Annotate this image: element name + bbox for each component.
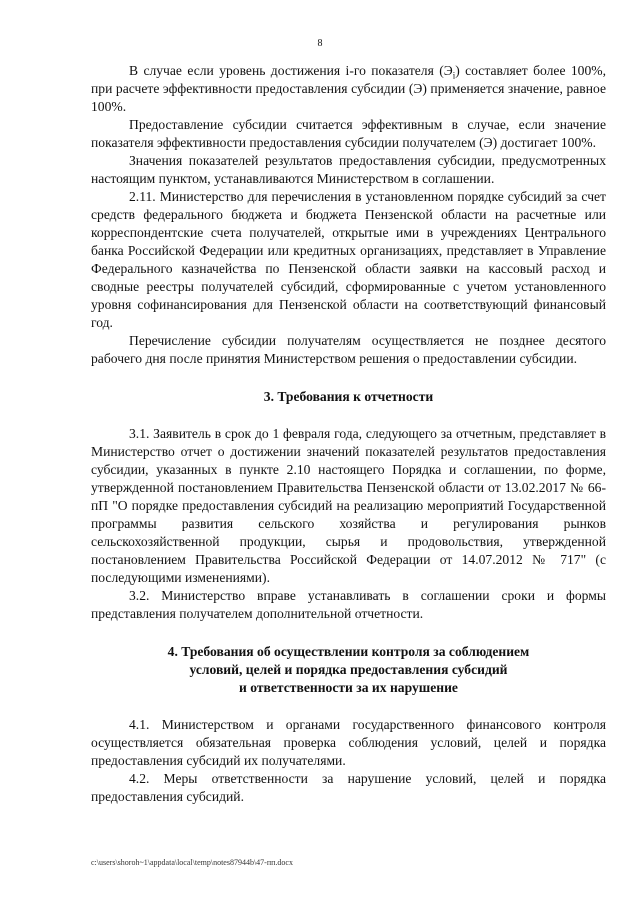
section-4-heading: 4. Требования об осуществлении контроля за соблюдением условий, целей и порядка предоставления субсидий и ответственности за их нарушение	[167, 644, 530, 695]
page-number: 8	[317, 38, 323, 49]
paragraph: 4.1. Министерством и органами государственного финансового контроля осуществляется обязательная проверка соблюдения условий, целей и порядка предоставления субсидий их получателями.	[91, 717, 606, 768]
section-3-heading: 3. Требования к отчетности	[263, 389, 434, 404]
paragraph: Значения показателей результатов предоставления субсидии, предусмотренных настоящим пунктом, устанавливаются Министерством в соглашении.	[91, 153, 606, 186]
subscript: i	[452, 70, 456, 81]
paragraph: Перечисление субсидии получателям осуществляется не позднее десятого рабочего дня после принятия Министерством решения о предоставлении субсидии.	[91, 333, 606, 366]
paragraph: 2.11. Министерство для перечисления в установленном порядке субсидий за счет средств федерального бюджета и бюджета Пензенской области на расчетные или корреспондентские счета получателей, открытые ими в учреждениях Центрального банка Российской Федерации или кредитных организациях, представляет в Управление Федерального казначейства по Пензенской области заявки на кассовый расход и сводные реестры получателей субсидий, сформированные с учетом установленного уровня софинансирования для Пензенской области на соответствующий финансовый год.	[91, 189, 606, 330]
paragraph: 4.2. Меры ответственности за нарушение условий, целей и порядка предоставления субсидий.	[91, 771, 606, 804]
paragraph: 3.1. Заявитель в срок до 1 февраля года, следующего за отчетным, представляет в Министерство отчет о достижении значений показателей результатов предоставления субсидии, указанных в пункте 2.10 настоящего Порядка и соглашении, по форме, утвержденной постановлением Правительства Пензенской области от 13.02.2017 № 66-пП "О порядке предоставления субсидий на реализацию мероприятий Государственной программы развития сельского хозяйства и регулирования рынков сельскохозяйственной продукции, сырья и продовольствия, утвержденной постановлением Правительства Российской Федерации от 14.07.2012 № 717" (с последующими изменениями).	[91, 426, 606, 585]
paragraph: В случае если уровень достижения i-го показателя $(Э_i)$ составляет более 100%, при расчете эффективности предоставления субсидии (Э) применяется значение, равное 100%.	[91, 63, 606, 114]
paragraph: 3.2. Министерство вправе устанавливать в соглашении сроки и формы представления получателем дополнительной отчетности.	[91, 588, 606, 621]
document-body	[91, 62, 606, 806]
footer-file-path: c:\users\shoroh~1\appdata\local\temp\notes87944b\47-пп.docx	[91, 858, 293, 867]
paragraph: Предоставление субсидии считается эффективным в случае, если значение показателя эффективности предоставления субсидии получателем (Э) достигает 100%.	[91, 117, 606, 150]
